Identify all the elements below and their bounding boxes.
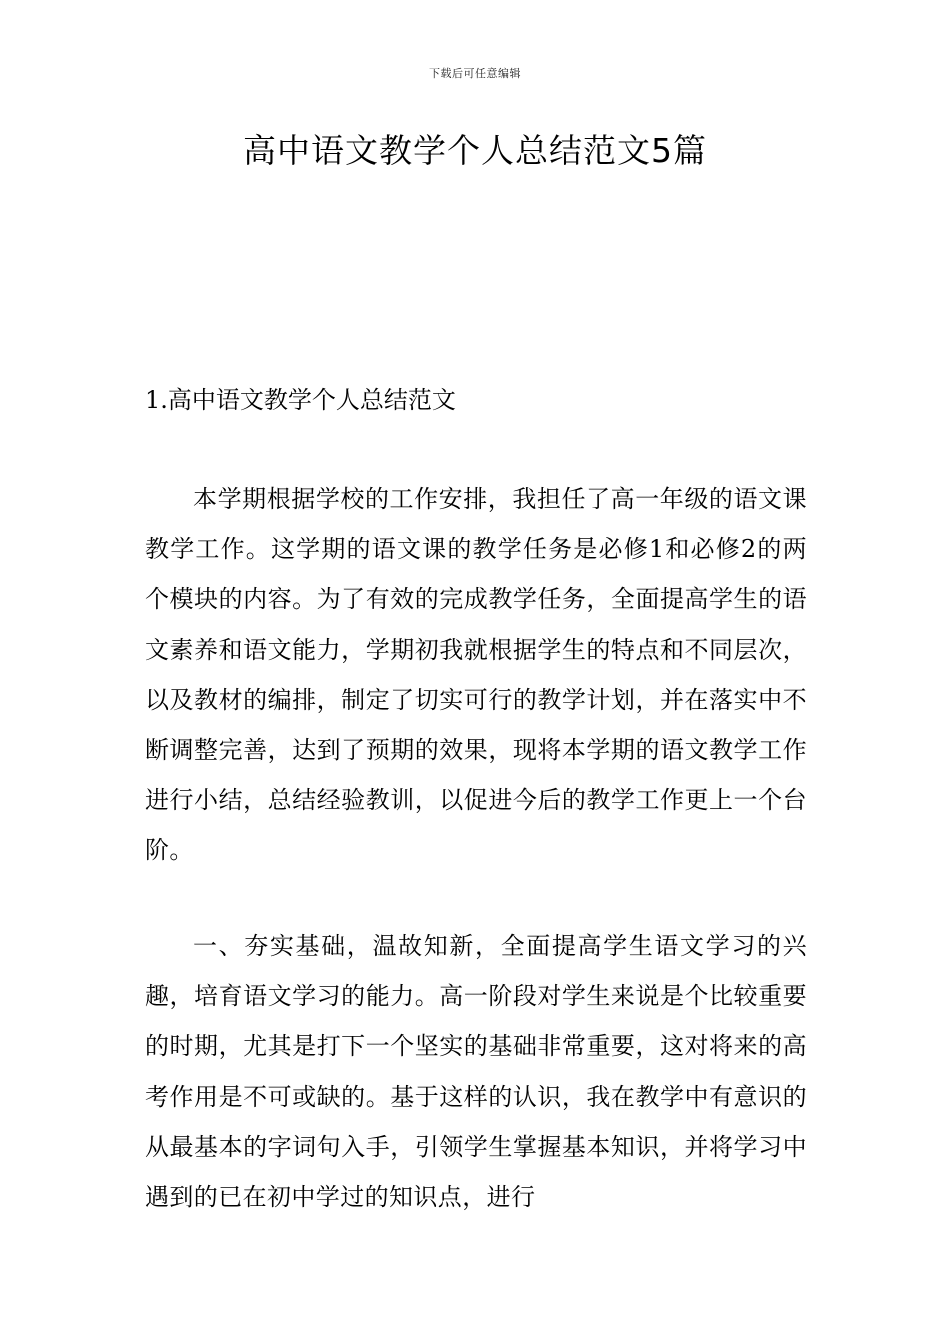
header-note: 下载后可任意编辑: [429, 67, 521, 80]
body-paragraph: 一、夯实基础，温故知新，全面提高学生语文学习的兴趣，培育语文学习的能力。高一阶段对学生来说是个比较重要的时期，尤其是打下一个坚实的基础非常重要，这对将来的高考作用是不可或缺的。基于这样的认识，我在教学中有意识的从最基本的字词句入手，引领学生掌握基本知识，并将学习中遇到的已在初中学过的知识点，进行: [145, 932, 807, 1212]
document-title: 高中语文教学个人总结范文5篇: [243, 131, 707, 170]
body-paragraph: 本学期根据学校的工作安排，我担任了高一年级的语文课教学工作。这学期的语文课的教学任务是必修1和必修2的两个模块的内容。为了有效的完成教学任务，全面提高学生的语文素养和语文能力，学期初我就根据学生的特点和不同层次，以及教材的编排，制定了切实可行的教学计划，并在落实中不断调整完善，达到了预期的效果，现将本学期的语文教学工作进行小结，总结经验教训，以促进今后的教学工作更上一个台阶。: [145, 485, 807, 865]
section-heading: 1.高中语文教学个人总结范文: [145, 386, 456, 414]
